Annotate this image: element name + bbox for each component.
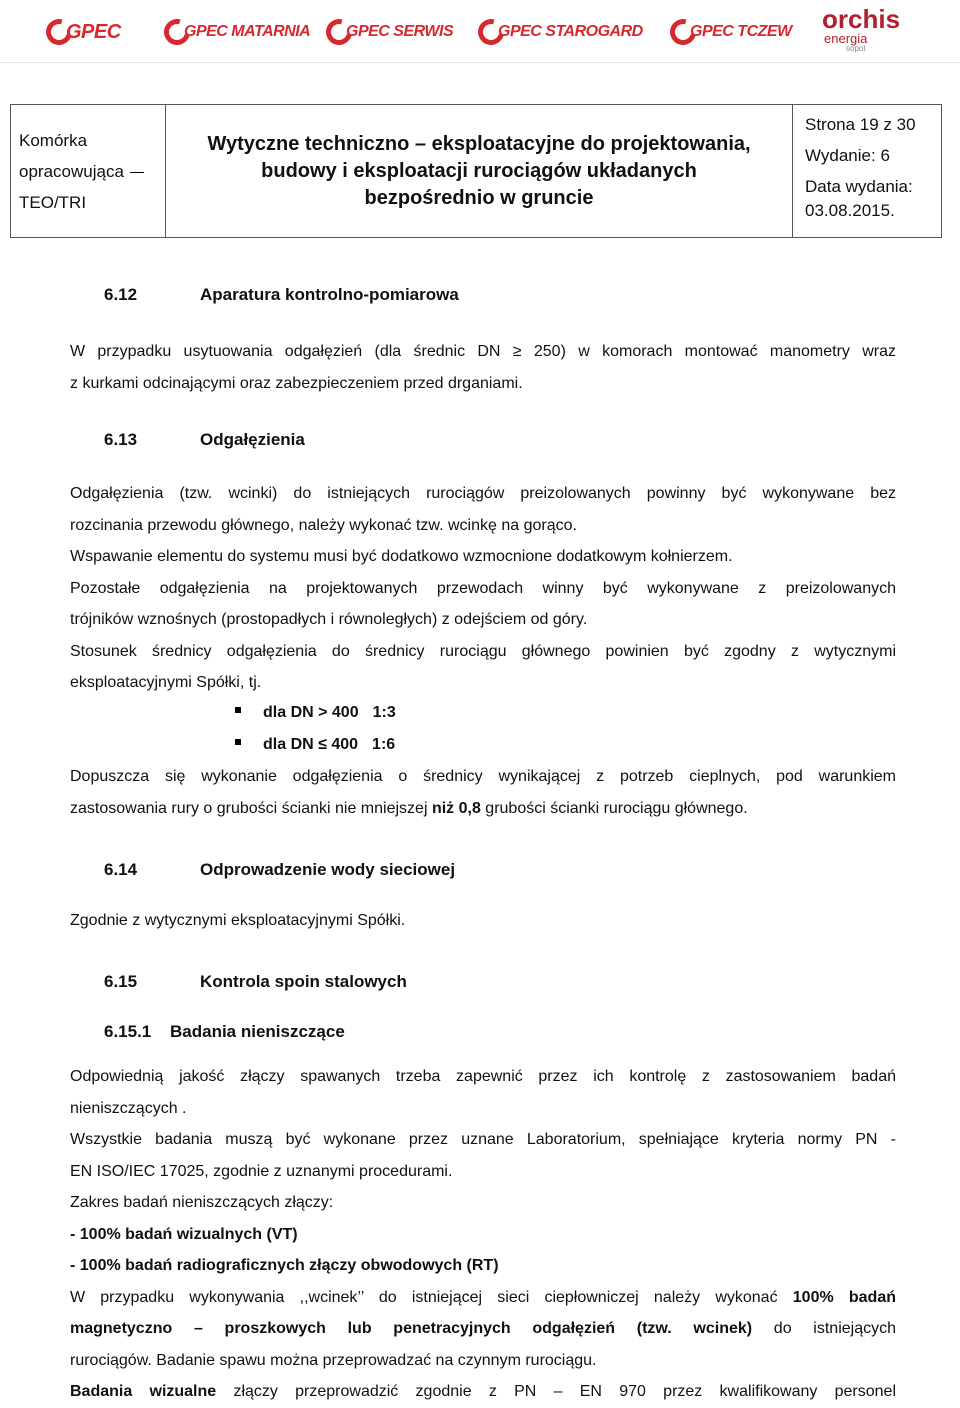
section-heading-6-15-1: 6.15.1 Badania nieniszczące (104, 1022, 345, 1041)
gpec-ring-icon (473, 14, 509, 50)
list-item: dla DN > 400 1:3 (235, 704, 396, 722)
paragraph: Zgodnie z wytycznymi eksploatacyjnymi Spółki. (70, 912, 406, 929)
gpec-tczew-logo: GPEC TCZEW (670, 12, 792, 52)
gpec-serwis-logo: GPEC SERWIS (326, 12, 453, 52)
gpec-matarnia-logo: GPEC MATARNIA (164, 12, 310, 52)
paragraph: W przypadku usytuowania odgałęzień (dla średnic DN ≥ 250) w komorach montować manometry wraz z kurkami odcinającymi oraz zabezpieczeniem przed drganiami. (70, 343, 896, 392)
paragraph: Odpowiednią jakość złączy spawanych trzeba zapewnić przez ich kontrolę z zastosowaniem badań nieniszczących . Wszystkie badania muszą być wykonane przez uznane Laboratorium, spełniające kryteria normy PN - EN ISO/IEC 17025, zgodnie z uznanymi procedurami. Zakres badań nieniszczących złączy: - 100% badań wizualnych (VT) - 100% badań radiograficznych złączy obwodowych (RT) W przypadku wykonywania ,,wcinek’’ do istniejącej sieci ciepłowniczej należy wykonać 100% badań magnetyczno – proszkowych lub penetracyjnych odgałęzień (tzw. wcinek) do istniejących rurociągów. Badanie spawu można przeprowadzać na czynnym rurociągu. Badania wizualne złączy przeprowadzić zgodnie z PN – EN 970 przez kwalifikowany personel (70, 1068, 897, 1400)
header-title-cell: Wytyczne techniczno – eksploatacyjne do projektowania, budowy i eksploatacji rurociągów układanych bezpośrednio w gruncie (166, 105, 793, 238)
section-heading-6-15: 6.15 Kontrola spoin stalowych (104, 972, 407, 991)
list-item: dla DN ≤ 400 1:6 (235, 736, 395, 754)
orchis-logo: orchis energia sopot (822, 4, 901, 53)
header-meta-cell (793, 105, 942, 238)
edition: Wydanie: 6 (805, 146, 890, 165)
logo-strip (0, 0, 960, 63)
gpec-ring-icon (159, 14, 195, 50)
date-value: 03.08.2015. (805, 201, 895, 220)
paragraph: Odgałęzienia (tzw. wcinki) do istniejących rurociągów preizolowanych powinny być wykonywane bez rozcinania przewodu głównego, należy wykonać tzw. wcinkę na gorąco. Wspawanie elementu do systemu musi być dodatkowo wzmocnione dodatkowym kołnierzem. Pozostałe odgałęzienia na projektowanych przewodach winny być wykonywane z preizolowanych trójników wznośnych (prostopadłych i równoległych) z odejściem od góry. Stosunek średnicy odgałęzienia do średnicy rurociągu głównego powinien być zgodny z wytycznymi eksploatacyjnymi Spółki, tj. (70, 485, 896, 691)
gpec-logo: GPEC (46, 12, 121, 52)
gpec-starogard-logo: GPEC STAROGARD (478, 12, 643, 52)
page-number: Strona 19 z 30 (805, 115, 916, 134)
gpec-ring-icon (321, 14, 357, 50)
section-heading-6-13: 6.13 Odgałęzienia (104, 430, 305, 449)
square-bullet-icon (235, 707, 241, 713)
square-bullet-icon (235, 739, 241, 745)
paragraph: Dopuszcza się wykonanie odgałęzienia o średnicy wynikającej z potrzeb cieplnych, pod warunkiem zastosowania rury o grubości ścianki nie mniejszej niż 0,8 grubości ścianki rurociągu głównego. (70, 768, 896, 817)
section-heading-6-12: 6.12 Aparatura kontrolno-pomiarowa (104, 285, 459, 304)
gpec-ring-icon (665, 14, 701, 50)
document-header-table (10, 104, 942, 238)
date-label: Data wydania: (805, 177, 913, 196)
header-department-cell: Komórka opracowująca TEO/TRI (11, 105, 166, 238)
section-heading-6-14: 6.14 Odprowadzenie wody sieciowej (104, 860, 456, 879)
